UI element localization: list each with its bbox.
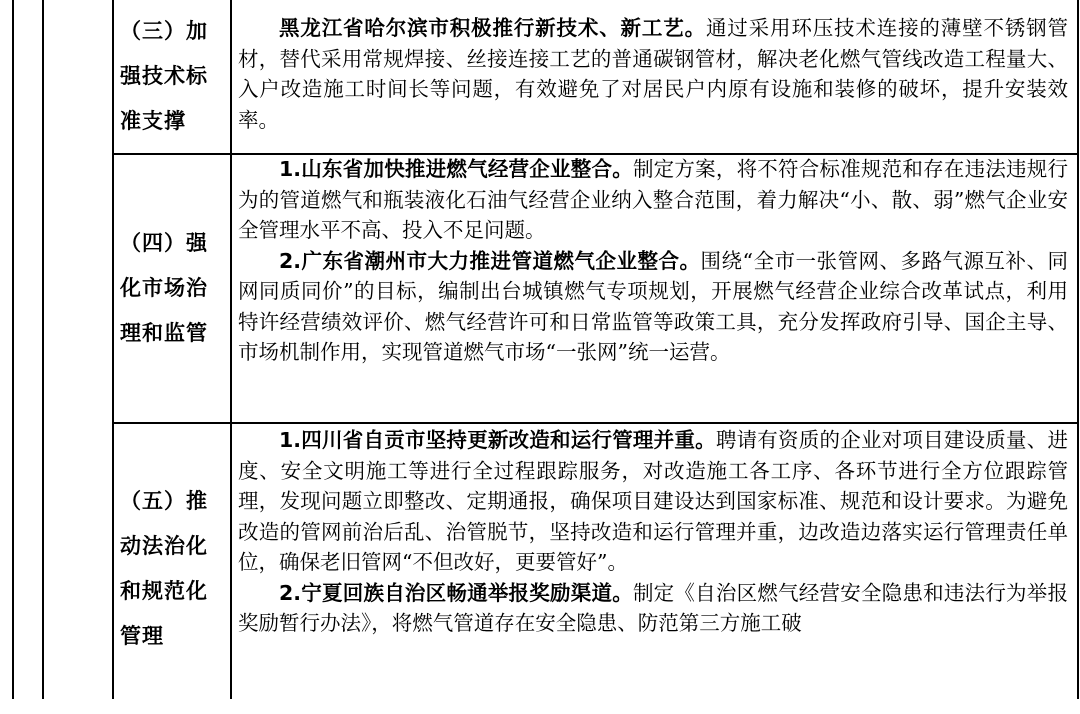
paragraph <box>238 13 1068 135</box>
column-divider-3 <box>230 0 232 699</box>
category-label: （五）推动法治化和规范化管理 <box>120 489 208 648</box>
paragraph <box>238 246 1068 368</box>
category-cell <box>114 0 230 153</box>
column-divider-1 <box>42 0 44 699</box>
table-border-right <box>1077 0 1079 699</box>
paragraph-lead: 黑龙江省哈尔滨市积极推行新技术、新工艺。 <box>279 16 706 40</box>
category-cell <box>114 155 230 422</box>
paragraph <box>238 425 1068 578</box>
paragraph-body: 围绕“全市一张管网、多路气源互补、同网同质同价”的目标，编制出台城镇燃气专项规划，开展燃气经营企业综合改革试点，利用特许经营绩效评价、燃气经营许可和日常监管等政策工具，充分发挥政府引导、国企主导、市场机制作用，实现管道燃气市场“一张网”统一运营。 <box>238 248 1068 364</box>
category-label: （三）加强技术标准支撑 <box>120 19 208 133</box>
content-cell <box>238 425 1068 639</box>
row-divider-2 <box>112 422 1077 424</box>
paragraph <box>238 578 1068 639</box>
paragraph-body: 制定《自治区燃气经营安全隐患和违法行为举报奖励暂行办法》，将燃气管道存在安全隐患、防范第三方施工破 <box>238 580 1068 635</box>
paragraph-lead: 1.山东省加快推进燃气经营企业整合。 <box>279 157 633 181</box>
content-cell <box>238 13 1068 135</box>
paragraph-body: 制定方案，将不符合标准规范和存在违法违规行为的管道燃气和瓶装液化石油气经营企业纳入整合范围，着力解决“小、散、弱”燃气企业安全管理水平不高、投入不足问题。 <box>238 157 1068 242</box>
paragraph-body: 聘请有资质的企业对项目建设质量、进度、安全文明施工等进行全过程跟踪服务，对改造施工各工序、各环节进行全方位跟踪管理，发现问题立即整改、定期通报，确保项目建设达到国家标准、规范和设计要求。为避免改造的管网前治后乱、治管脱节，坚持改造和运行管理并重，边改造边落实运行管理责任单位，确保老旧管网“不但改好，更要管好”。 <box>238 428 1068 574</box>
paragraph-body: 通过采用环压技术连接的薄壁不锈钢管材，替代采用常规焊接、丝接连接工艺的普通碳钢管材，解决老化燃气管线改造工程量大、入户改造施工时间长等问题，有效避免了对居民户内原有设施和装修的破坏，提升安装效率。 <box>238 16 1069 132</box>
category-cell <box>114 424 230 714</box>
content-cell <box>238 154 1068 368</box>
paragraph <box>238 154 1068 246</box>
paragraph-lead: 2.宁夏回族自治区畅通举报奖励渠道。 <box>279 580 633 605</box>
category-label: （四）强化市场治理和监管 <box>120 231 208 345</box>
paragraph-lead: 2.广东省潮州市大力推进管道燃气企业整合。 <box>279 248 701 273</box>
table-border-left <box>12 0 14 699</box>
paragraph-lead: 1.四川省自贡市坚持更新改造和运行管理并重。 <box>279 428 716 452</box>
